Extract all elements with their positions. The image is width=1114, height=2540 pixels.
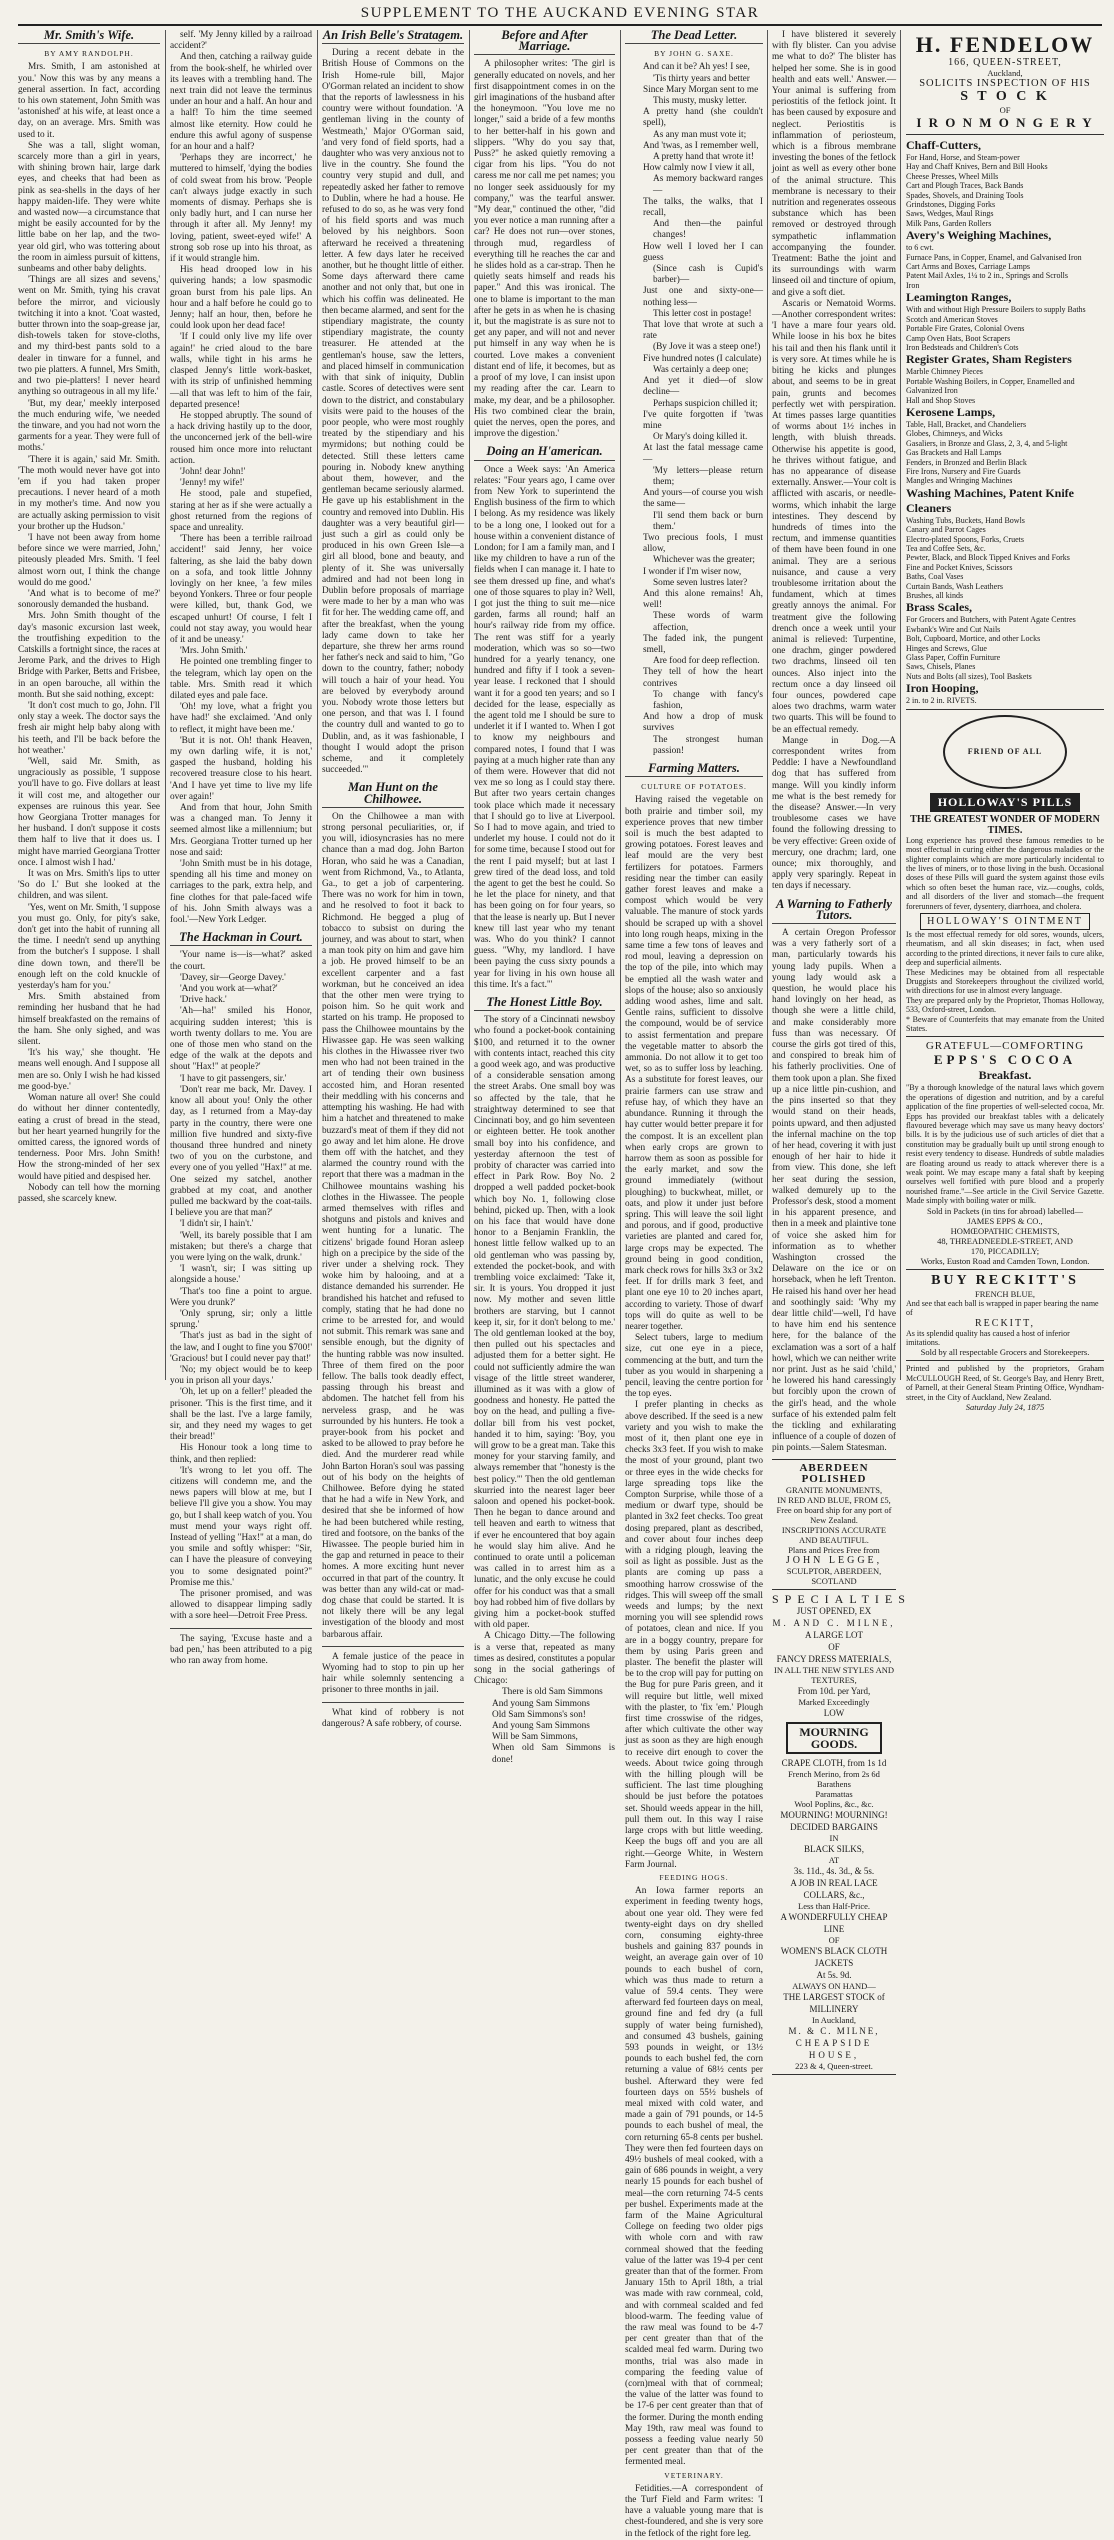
ad-item: Brushes, all kinds [906, 591, 964, 601]
ad-body: They are prepared only by the Proprietor, Thomas Holloway, 533, Oxford-street, London. [906, 995, 1104, 1015]
ad-ironmongery-list [906, 135, 1104, 709]
paragraph: 'But it is not. Oh! thank Heaven, my own darling wife, it is not,' gasped the husband, holding his recovered treasure close to his heart. 'And I have yet time to live my life over again!' [170, 735, 312, 802]
paragraph: 'I wasn't, sir; I was sitting up alongside a house.' [170, 1264, 312, 1286]
poem-line: Was certainly a deep one; [653, 364, 749, 375]
paragraph: Nobody can tell how the morning passed, she scarcely knew. [18, 1182, 160, 1204]
poem-line: And young Sam Simmons [492, 1698, 590, 1709]
paragraph: 'If I could only live my life over again!' he cried aloud to the bare walls, while tight in his arms he clasped Jenny's little work-basket, with its strip of unfinished hemming—all that was left to him of the fair, departed presence! [170, 332, 312, 410]
paragraph: 'It don't cost much to go, John. I'll only stay a week. The doctor says the fresh air might help baby along with his teeth, and I'll be back before the hot weather.' [18, 700, 160, 756]
poem-line: And can it be? Ah yes! I see, [643, 62, 750, 73]
ad-body: As its splendid quality has caused a host of inferior imitations. [906, 1328, 1070, 1347]
ad-line: Paramattas [815, 1789, 853, 1800]
poem-line: Whichever was the greater; [653, 555, 755, 566]
poem-chicago-ditty [474, 1687, 615, 1765]
poem-line: (By Jove it was a steep one!) [653, 342, 761, 353]
column-rule [900, 30, 901, 1380]
ad-body: * Beware of Counterfeits that may emanate from the United States. [906, 1014, 1104, 1033]
ad-line: 223 & 4, Queen-street. [795, 2061, 873, 2072]
printer-imprint [906, 1361, 1104, 1415]
paragraph: His head drooped low in his quivering hands; a low spasmodic groan burst from his pale lips. An hour and a half before he could go to Jenny; half an hour, then, before he could look upon her dead face! [170, 265, 312, 332]
paragraph: Select tubers, large to medium size, cut one eye in a piece, commencing at the butt, and turn the tuber as you would in sharpening a pencil, leaving the centre portion for the top eyes. [625, 1333, 763, 1400]
ad-line: Sold in Packets (in tins for abroad) labelled— [926, 1205, 1084, 1216]
poem-line: And 'twas, as I remember well, [643, 140, 759, 151]
paragraph: 'And what is to become of me?' sonorously demanded the husband. [18, 588, 160, 611]
ad-line: 3s. 11d., 4s. 3d., & 5s. [793, 1866, 875, 1877]
ad-line: Free on board ship for any port of New Zealand. [776, 1505, 892, 1525]
imprint-date: Saturday July 24, 1875 [965, 1401, 1045, 1412]
ad-line: THE LARGEST STOCK of MILLINERY [783, 1992, 885, 2015]
poem-line: As any man must vote it; [653, 129, 747, 140]
column-3 [322, 28, 464, 1729]
paragraph: 'Drive hack.' [180, 995, 227, 1006]
poem-byline: BY JOHN G. SAXE. [654, 49, 734, 59]
paragraph: Woman nature all over! She could do without her dinner contentedly, eating a crust of bread in the stead, but her heart yearned hungrily for the omitted caress, the ignored words of tenderness. Poor Mrs. John Smith! How the strong-minded of her sex would have pitied and despised her. [18, 1093, 160, 1182]
poem-line: The faded ink, the pungent smell, [643, 633, 763, 655]
ad-item: Grindstones, Digging Forks [906, 200, 996, 210]
poem-line: Since Mary Morgan sent to me [643, 84, 759, 95]
article-title-mr-smiths-wife: Mr. Smith's Wife. [18, 30, 160, 44]
paragraph: 'That's too fine a point to argue. Were you drunk?' [170, 1286, 312, 1308]
paragraph: The story of a Cincinnati newsboy who found a pocket-book containing $100, and returned it to the owner with contents intact, reached this city a good week ago, and was productive of a considerable sensation among the street Arabs. One small boy was so affected by the tale, that he straightway determined to see that Cincinnati boy, and go him seventeen or eighteen better. He took another small boy into his confidence, and yesterday afternoon the test of probity of character was carried into effect in Park Row. Boy No. 2 dropped a well padded pocket-book which boy No. 1, following close behind, picked up. Then, with a look on his face that would have done honor to a Benjamin Franklin, the honest little fellow walked up to an old gentleman who was passing by, extended the pocket-book, and with trembling voice exclaimed: 'Take it, sir. It is yours. You dropped it just now. My mother and seven little brothers are starving, but I cannot keep it, sir, for it don't belong to me.' The old gentleman looked at the boy, then pulled out his spectacles and adjusted them for a better sight. He could not sufficiently admire the wan visage of the little street wanderer, illumined as it was with a glow of goodness and honesty. He patted the boy on the head, and pulling a five-dollar bill from his vest pocket, handed it to him, saying: 'Boy, you will grow to be a great man. Take this money for your starving family, and always remember that "honesty is the best policy."' Then the old gentleman skurried into the nearest lager beer saloon and opened his pocket-book. Then he began to dance around and tell heaven and earth to witness that if ever he encountered that boy again he would slay him alive. And he continued to orate until a policeman was called in to arrest him as a lunatic, and the only excuse he could offer for his conduct was that a small boy had robbed him of five dollars by giving him a pocket-book stuffed with old paper. [474, 1015, 615, 1631]
paragraph: 'Davey, sir—George Davey.' [180, 972, 286, 983]
paragraph: 'And you work at—what?' [180, 984, 278, 995]
divider [322, 1646, 464, 1647]
paragraph: Mange in Dog.—A correspondent writes from Peddle: I have a Newfoundland dog that has suffered from mange. Will you kindly inform me what is the best remedy for the disease? Answer.—In very troublesome cases we have found the following dressing to be very effective: Green oxide of mercury, one drachm; lard, one ounce; mix thoroughly, and apply very sparingly. Repeat in ten days if necessary. [772, 735, 896, 892]
paragraph: 'There has been a terrible railroad accident!' said Jenny, her voice faltering, as she laid the baby down on a sofa, and took little Johnny lovingly on her knee, 'a few miles beyond Yonkers. Three or four people were killed, but, thank God, we escaped unhurt! Of course, I felt I could not stay away, you would hear of it and be uneasy.' [170, 534, 312, 645]
ad-line: JAMES EPPS & CO., [967, 1215, 1043, 1226]
poem-line: As memory backward ranges— [653, 174, 763, 196]
article-title-before-after-marriage: Before and After Marriage. [474, 30, 615, 55]
ad-item: Nuts and Bolts (all sizes), Tool Baskets [906, 671, 1032, 681]
ad-line: BLACK SILKS, [803, 1844, 864, 1855]
ad-line: Wool Poplins, &c., &c. [794, 1799, 874, 1810]
ad-line: Sold by all respectable Grocers and Storekeepers. [920, 1347, 1090, 1358]
ad-heading: Brass Scales, [906, 600, 972, 615]
paragraph: 'Mrs. John Smith.' [180, 646, 248, 657]
ad-item: Tea and Coffee Sets, &c. [906, 544, 986, 553]
paragraph: 'Perhaps they are incorrect,' he muttered to himself, 'dying the bodies of cold sweat from his brow. 'People can't always judge exactly in such moments of dismay. Perhaps she is only badly hurt, and I can nurse her through it after all. My Jenny! my loving, patient, sweet-eyed wife!' A strong sob rose up into his throat, as if it would strangle him. [170, 153, 312, 265]
article-subtitle: CULTURE OF POTATOES. [641, 782, 747, 792]
ad-item: Portable Washing Boilers, in Copper, Enamelled and Galvanized Iron [906, 376, 1075, 396]
ad-item: Globes, Chimneys, and Wicks [906, 429, 1003, 439]
paragraph: Mrs. John Smith thought of the day's masonic excursion last week, the troutfishing expedition to the Catskills a fortnight since, the races at Jerome Park, and the drives to High Bridge with Parker, Betts and Frisbee, in an open barouche, all within the month. But she said nothing, except: [18, 611, 160, 700]
ad-item: Glass Paper, Coffin Furniture [906, 653, 1001, 663]
divider [322, 1702, 464, 1703]
paragraph: 'I didn't sir, I hain't.' [180, 1219, 254, 1230]
ad-item: For Grocers and Butchers, with Patent Agate Centres [906, 615, 1076, 625]
column-rule [767, 30, 768, 1380]
column-2 [170, 30, 312, 1667]
ad-item: Mangles and Wringing Machines [906, 476, 1013, 486]
ad-line: 170, PICCADILLY; [970, 1245, 1040, 1256]
ad-heading: Breakfast. [978, 1068, 1032, 1083]
ad-line: OF [828, 1935, 840, 1946]
paragraph: Ascaris or Nematoid Worms.—Another correspondent writes: 'I have a mare four years old. While loose in his box he bites his tail and then his flank until it is very sore. At times while he is biting he kicks and plunges about, and seems to be in great pain, grunts and becomes perfectly wet with perspiration. At times passes large quantities of worms about 1½ inches in length, with bluish threads. Otherwise his appetite is good, he thrives without fatigue, and has no appearance of disease externally. Answer.—Your colt is afflicted with ascaris, or needle-worms, which inhabit the large intestines. They descend by hundreds of times into the rectum, and immense quantities of them have been found in one animal. They are a serious nuisance, and cause a very troublesome irritation about the fundament, which at times greatly annoys the animal. For treatment give the following drench once a week until your animal is relieved: Turpentine, one drachm, ginger powdered two drachms, linseed oil ten ounces. Also inject into the rectum once a day linseed oil four ounces, powdered cape aloes two drachms, warm water two quarts. This will be found to be an effectual remedy. [772, 298, 896, 735]
poem-line: Perhaps suspicion chilled it; [653, 398, 758, 409]
ad-line: MOURNING! MOURNING! [780, 1810, 888, 1821]
column-rule [317, 30, 318, 1380]
ad-item: Cart and Plough Traces, Back Bands [906, 181, 1024, 191]
poem-line: Just one and sixty-one—nothing less— [643, 286, 763, 308]
paragraph: 'I have not been away from home before since we were married, John,' piteously pleaded Mrs. Smith. 'I feel almost worn out, I think the change would do me good.' [18, 532, 160, 588]
paragraph: 'Things are all sizes and sevens,' went on Mr. Smith, tying his cravat before the mirror, and viciously twitching it into a knot. 'Coat wasted, butter thrown into the soap-grease jar, dish-towels taken for stove-cloths, and my third-best pants sold to a dealer in tinware for a funnel, and two pie platters. A funnel, Mrs Smith, and two pie-platters! I never heard anything so outrageous in all my life.' [18, 275, 160, 398]
ad-line: Auckland, [987, 68, 1023, 78]
masthead-title: SUPPLEMENT TO THE AUCKAND EVENING STAR [360, 5, 760, 21]
ad-line: In Auckland, [812, 2015, 856, 2026]
poem-line: Two precious fools, I must allow, [643, 532, 763, 555]
ad-line: Works, Euston Road and Camden Town, London. [920, 1255, 1090, 1266]
poem-line: How well I loved her I can guess [643, 241, 763, 263]
ad-line: A WONDERFULLY CHEAP LINE [780, 1912, 888, 1935]
paragraph: 'John Smith must be in his dotage, spending all his time and money on carriages to the park, extra help, and fine clothes for that pale-faced wife of his. John Smith always was a fool.'—New York Ledger. [170, 859, 312, 926]
ad-line: Barathens [817, 1779, 851, 1790]
poem-line: And how a drop of musk survives [643, 712, 763, 734]
ad-line: M. AND C. MILNE, [772, 1618, 896, 1629]
paragraph: His Honour took a long time to think, and then replied: [170, 1443, 312, 1465]
paragraph: 'Oh! my love, what a fright you have had!' she exclaimed. 'And only to reflect, it might have been me.' [170, 702, 312, 735]
paragraph: 'It's wrong to let you off. The citizens will condemn me, and the news papers will blow at me, but I believe I'll give you a show. You may go, but I shall keep watch of you. You must mend your ways right off. Instead of yelling "Hax!" at a man, do you smile and softly whisper: "Sir, can I have the pleasure of conveying you to some designated point?" Promise me this.' [170, 1465, 312, 1588]
paragraph: During a recent debate in the British House of Commons on the Irish Home-rule bill, Major O'Gorman related an incident to show that the reports of lawlessness in his country were without foundation. 'A gentleman living in the county of Westmeath,' Major O'Gorman said, 'and very fond of field sports, had a daughter who was very anxious not to live in the country. She found the country very stupid and dull, and repeatedly asked her father to remove to Dublin, where he had a house. He refused to do so, as he was very fond of his field sports and was much beloved by his neighbors. Soon afterward he received a threatening letter. A few days later he received another, but he thought little of either. Some days afterward there came another and not only that, but one in which his coffin was delineated. He then became alarmed, and sent for the stipendiary magistrate, the county stipendiary magistrate, the county treasurer. He attended at the gentleman's house, saw the letters, and placed himself in communication with that sink of iniquity, Dublin castle. Scores of detectives were sent down to the district, and constabulary visits were paid to the houses of the poor people, who were most roughly treated by the stipendiary and his myrmidons; but nothing could be detected. Still these letters came pouring in. Nobody knew anything about them, however, and the gentleman became seriously alarmed. He gave up his establishment in the country and removed into Dublin. His daughter was a very beautiful girl—just such a girl as could only be produced in his own Green Isle—a girl all blood, bone and beauty, and plenty of it. She was universally admired and had not been long in Dublin before proposals of marriage were made to her by a man who was fit for her. The wedding came off, and after the breakfast, when the young lady came down to take her departure, she threw her arms round her father's neck and said to him, "Go down to the country, father; nobody will touch a hair of your head. You are beloved by everybody around you. Nobody wrote those letters but one person, and that was I. I found the country dull and wanted to go to Dublin, and, as it was fashionable, I thought I would adopt the prison scheme, and it completely succeeded."' [322, 48, 464, 776]
ad-line: I R O N M O N G E R Y [916, 115, 1094, 130]
ad-body: Long experience has proved these famous remedies to be most effectual in curing either the dangerous maladies or the slighter complaints which are more particularly incidental to the lives of miners, or to those living in the bush. Occasional doses of these Pills will guard the system against those evils which so often beset the human race, viz.—coughs, colds, and all disorders of the liver and stomach—the frequent forerunners of fever, dysentery, diarrhoea, and cholera. [906, 835, 1104, 911]
ad-item: Bolt, Cupboard, Mortice, and other Locks [906, 634, 1041, 644]
poem-line: Or Mary's doing killed it. [653, 432, 748, 443]
paragraph: self. 'My Jenny killed by a railroad accident?' [170, 30, 312, 52]
ad-item: Fire Irons, Nursery and Fire Guards [906, 466, 1021, 476]
ad-item: Milk Pans, Garden Rollers [906, 218, 992, 228]
article-title-farming-matters: Farming Matters. [625, 763, 763, 777]
poem-line: They tell of how the heart contrives [643, 667, 763, 689]
ad-line: A JOB IN REAL LACE COLLARS, &c., [790, 1878, 878, 1901]
ad-item: Patent Mail Axles, 1¼ to 2 in., Springs and Scrolls [906, 271, 1068, 281]
ad-item: Fine and Pocket Knives, Scissors [906, 562, 1013, 572]
ad-line: French Merino, from 2s 6d [788, 1769, 880, 1780]
ad-item: Marble Chimney Pieces [906, 367, 983, 377]
ad-line: DECIDED BARGAINS [790, 1822, 878, 1833]
paragraph: A philosopher writes: 'The girl is generally educated on novels, and her first disappointment comes in on the girl imaginations of the husband after the honeymoon. "You love me no longer," said a bride of a few months to her better-half in his gown and slippers. "Why do you say that, Puss?" he asked quietly removing a cigar from his lips. "You do not caress me nor call me pet names; you no longer seek assiduously for my company," was the tearful answer. "My dear," continued the other, "did you ever notice a man running after a car? He does not run—over stones, through mud, regardless of everything till he reaches the car and he slides hold as a car-strap. Then he quietly seats himself and reads his paper." And this was ironical. The one to blame is important to the man after he gets in as when he is chasing it, but the magistrate is as sure not to get any paper, and will not and never put himself in any way when he is courted. Love makes a convenient distant end of life, it becomes, but as a proof of my love, I can insist upon my reading after the car. Learn to make, my dear, and be a philosopher. His two combined clear the brain, quiet the nerves, open the pores, and improve the digestion.' [474, 59, 615, 440]
ad-holloway [906, 709, 1104, 1038]
ad-item: Hall and Shop Stoves [906, 395, 976, 405]
poem-line: The strongest human passion! [653, 734, 763, 756]
article-title-honest-little-boy: The Honest Little Boy. [474, 997, 615, 1011]
article-title-man-hunt: Man Hunt on the Chilhowee. [322, 782, 464, 807]
ad-item: to 6 cwt. [906, 243, 934, 253]
ad-item: Furnace Pans, in Copper, Enamel, and Galvanised Iron [906, 252, 1082, 262]
ad-line: IN [829, 1833, 839, 1844]
article-title-doing-an-american: Doing an H'american. [474, 446, 615, 460]
ad-item: Curtain Bands, Wash Leathers [906, 581, 1003, 591]
ad-item: Iron Bedsteads and Children's Cots [906, 342, 1019, 352]
paragraph: I prefer planting in checks as above described. If the seed is a new variety and you wish to make the most of it, then plant one eye in checks 3x3 feet. If you wish to make the most of your ground, plant two or three eyes in the wide checks for large spreading tops like the Compton Surprise, while those of a medium or dwarf type, should be planted in 3x2 feet checks. Too great dosing prepared, plant as described, and cover about four inches deep with a ridging plough, leaving the soil as light as possible. Just as the plants are coming up pass a smoothing harrow crosswise of the ridges. This will sweep off the small weeds and lumps; by the next morning you will see splendid rows of potatoes, clean and nice. If you are in a boggy country, prepare for them by using Paris green and plaster. The benefit the plaster will be to the crop will pay for putting on the Bug for pure Paris green, and it will require but little, well mixed with the plaster, to 'fix 'em.' Plough first time crosswise of the ridges, after which cultivate the other way just as soon as they are high enough to receive dirt enough to cover the weeds. About twice going through with the hilling plough will be sufficient. The last time ploughing should be just before the potatoes set. Should weeds appear in the hill, pull them out. In this way I raise large crops with but little weeding. Keep the bugs off and you are all right.—George White, in Western Farm Journal. [625, 1400, 763, 1870]
ad-item: Camp Oven Hats, Boot Scrapers [906, 333, 1011, 343]
ad-line: WOMEN'S BLACK CLOTH JACKETS [780, 1946, 888, 1969]
ad-item: Gasaliers, in Bronze and Glass, 2, 3, 4, and 5-light [906, 438, 1068, 448]
paragraph: What kind of robbery is not dangerous? A safe robbery, of course. [322, 1707, 464, 1729]
poem-line: This musty, musky letter. [653, 96, 747, 107]
ad-heading: Leamington Ranges, [906, 290, 1012, 305]
ad-item: Electro-plated Spoons, Forks, Cruets [906, 534, 1024, 544]
ad-line: FRENCH BLUE, [975, 1288, 1035, 1299]
paragraph: 'It's his way,' she thought. 'He means well enough. And I suppose all men are so. Only I wish he had kissed me good-bye.' [18, 1048, 160, 1092]
ad-heading: Avery's Weighing Machines, [906, 228, 1052, 243]
ad-reckitt [906, 1270, 1104, 1362]
paragraph: Fetidities.—A correspondent of the Turf Field and Farm writes: 'I have a valuable young mare that is chest-foundered, and she is very sore in the fetlock of the right fore leg. [625, 2483, 763, 2539]
article-title-hackman-in-court: The Hackman in Court. [170, 932, 312, 946]
poem-line: At last the fatal message came— [643, 443, 763, 465]
ad-item: Spades, Shovels, and Draining Tools [906, 190, 1024, 200]
seal-text: FRIEND OF ALL [967, 747, 1043, 757]
ad-line: OF [828, 1642, 840, 1653]
paragraph: I have blistered it severely with fly blister. Can you advise me what to do?' The blister has helped her some. She is in good health and eats well.' Answer.—Your animal is suffering from periostitis of the fetlock joint. It has been caused by exposure and neglect. Periostitis is inflammation of periosteum, which is a fibrous membrane investing the bones of the fetlock joint as well as every other bone of the animal structure. This membrane is necessary to their nutrition and regenerates osseous substance which has been removed or destroyed through sympathetic inflammation accompanying the founder. Treatment: Bathe the joint and its surroundings with warm linseed oil and tincture of opium, and give a soft diet. [772, 30, 896, 298]
ad-line: 48, THREADNEEDLE-STREET, AND [937, 1235, 1073, 1246]
column-1 [18, 30, 160, 1380]
poem-line: A pretty hand that wrote it! [653, 152, 754, 163]
poem-line: I've quite forgotten if 'twas mine [643, 409, 763, 431]
ad-item: Canary and Parrot Cages [906, 525, 986, 535]
ad-item: Gas Brackets and Hall Lamps [906, 448, 1002, 458]
ad-milne-specialties [772, 1590, 911, 2075]
paragraph: Mrs. Smith abstained from reminding her husband that he had himself breakfasted on the remains of the ham. She only sighed, and was silent. [18, 992, 160, 1048]
column-rule [469, 30, 470, 1380]
article-subtitle: VETERINARY. [664, 2470, 724, 2480]
poem-line: Five hundred notes (I calculate) [643, 353, 762, 364]
column-rule [620, 30, 621, 1380]
poem-line: How calmly now I view it all, [643, 163, 755, 174]
poem-line: 'Tis thirty years and better [653, 73, 750, 84]
paragraph: A Chicago Ditty.—The following is a verse that, repeated as many times as desired, constitutes a popular song in the social gatherings of Chicago: [474, 1631, 615, 1687]
ad-heading: Kerosene Lamps, [906, 404, 996, 419]
ad-item: Hay and Chaff Knives, Bern and Bill Hooks [906, 162, 1048, 172]
ad-body: And see that each ball is wrapped in paper bearing the name of [906, 1298, 1099, 1318]
ad-line: AT [828, 1855, 840, 1866]
poem-line: (Since cash is Cupid's barber)— [653, 264, 763, 286]
ad-heading: Iron Hooping, [906, 681, 979, 696]
poem-line: The talks, the walks, that I recall, [643, 196, 763, 219]
ad-item: Washing Tubs, Buckets, Hand Bowls [906, 515, 1025, 525]
poem-line: To change with fancy's fashion, [653, 689, 763, 711]
paragraph: 'There it is again,' said Mr. Smith. 'The moth would never have got into 'em if you had taken proper precautions. I never heard of a moth in my mother's time. And now you are actually asking permission to visit your brother up the Hudson.' [18, 454, 160, 532]
ad-epps-cocoa [906, 1037, 1104, 1269]
ad-line: SPECIALTIES [772, 1592, 911, 1607]
ad-item: With and without High Pressure Boilers to supply Baths [906, 305, 1086, 315]
poem-line: This letter cost in postage! [653, 308, 752, 319]
ad-item: Cart Arms and Boxes, Carriage Lamps [906, 262, 1030, 272]
ad-line: Marked Exceedingly [798, 1697, 870, 1708]
ad-line: Less than Half-Price. [798, 1901, 870, 1912]
ad-line: SOLICITS INSPECTION OF HIS [919, 78, 1091, 89]
ad-aberdeen-granite [772, 1459, 896, 1591]
holloway-seal-icon [943, 715, 1067, 789]
ad-heading: Register Grates, Sham Registers [906, 352, 1072, 367]
ad-item: Ewbank's Wire and Cut Nails [906, 624, 1001, 634]
article-title-irish-belle: An Irish Belle's Stratagem. [322, 30, 464, 44]
ad-line: THE GREATEST WONDER OF MODERN TIMES. [910, 813, 1100, 836]
ad-line: S T O C K [960, 89, 1050, 104]
ad-brand: HOLLOWAY'S OINTMENT [920, 913, 1090, 930]
ad-brand: BUY RECKITT'S [931, 1272, 1079, 1288]
ad-line: IN ALL THE NEW STYLES AND TEXTURES, [773, 1665, 895, 1686]
poem-line: And then—the painful changes! [653, 219, 763, 241]
paragraph: The saying, 'Excuse haste and a bad pen,' has been attributed to a pig who ran away from home. [170, 1633, 312, 1667]
ad-line: ALWAYS ON HAND— [792, 1981, 876, 1992]
ad-item: Scotch and American Stoves [906, 314, 998, 324]
ad-line: JOHN LEGGE, [785, 1555, 883, 1566]
paragraph: A female justice of the peace in Wyoming had to stop to pin up her hair while solemnly sentencing a prisoner to three months in jail. [322, 1651, 464, 1696]
ad-line: From 10d. per Yard, [797, 1686, 871, 1697]
paragraph: She was a tall, slight woman, scarcely more than a girl in years, with shining brown hair, large dark eyes, and cheeks that had been as pink as sea-shells in the days of her happy maiden-life. They were white and wasted now—a circumstance that might be easily accounted for by the little babe on her lap, and the two-year old girl, who was tottering about the room in aimless pursuit of kittens, sunbeams and other baby delights. [18, 140, 160, 275]
poem-line: 'My letters—please return them; [653, 465, 763, 487]
ad-item: Table, Hall, Bracket, and Chandeliers [906, 419, 1027, 429]
paragraph: Having raised the vegetable on both prairie and timber soil, my experience proves that new timber soil is much the best adapted to growing potatoes. Forest leaves and leaf mould are the very best fertilizers for potatoes. Farmers residing near the timber can easily gather forest leaves and make a compost which would be very valuable. The manure of stock yards should be scraped up with a shovel into long rough heaps, mixing in the same time a few tons of leaves and rod moul, leaving a depression on the top of the pile, into which may be emptied all the wash water and slops of the house; also so anxiously adding wood ashes, lime and salt. Gentle rains, sufficient to dissolve the compound, would be of service to assist fermentation and prepare the vegetable matter to absorb the ammonia. Do not allow it to get too wet, so as to suffer loss by leaching. As a substitute for forest leaves, our prairie farmers can use straw and refuse hay, of which they have an abundance. Running it through the hay cutter would better prepare it for the compost. It is an excellent plan when early crops are grown to harrow them as soon as possible for the early market, and sow the ground immediately (without ploughing) to buckwheat, millet, or oats, and plow it under just before spring. This will leave the soil light and porous, and if good, productive varieties are planted and cared for, large crops may be expected. The ground being in good condition, mark check rows for hills 3x3 or 3x2 feet. If for drills mark 3 feet, and plant one eye 10 to 20 inches apart, according to variety. Those of dwarf tops will do quite as well to be nearer together. [625, 795, 763, 1332]
ad-heading: Washing Machines, Patent Knife Cleaners [906, 485, 1075, 515]
column-4 [474, 28, 615, 1765]
ad-line: LOW [823, 1708, 845, 1719]
ad-body: These Medicines may be obtained from all respectable Druggists and Storekeepers throughout the civilized world, with directions for use in almost every language. [906, 967, 1104, 996]
poem-line: And this alone remains! Ah, well! [643, 588, 763, 611]
poem-line: A pretty hand (she couldn't spell), [643, 107, 763, 129]
paragraph: He pointed one trembling finger to the telegram, which lay open on the table. Mrs. Smith read it which dilated eyes and pale face. [170, 657, 312, 701]
poem-line: Will be Sam Simmons, [492, 1732, 578, 1743]
paragraph: 'Well, its barely possible that I am mistaken; but there's a charge that you were lying on the walk, drunk.' [170, 1230, 312, 1263]
poem-line: Are food for deep reflection. [653, 656, 760, 667]
poem-title-dead-letter: The Dead Letter. [625, 30, 763, 44]
paragraph: An Iowa farmer reports an experiment in feeding twenty hogs, about one year old. They were fed twenty-eight days on dry shelled corn, consuming eighty-three bushels and gaining 837 pounds in weight, an average gain over of 10 pounds to each bushel of corn, which was thus made to return a value of 59.4 cents. They were afterward fed fourteen days on meal, ground fine and fed dry (a full supply of water being furnished), and consumed 43 bushels, gaining 593 pounds in weight, or 13½ pounds to each bushel fed, the corn returning a value of 68½ cents per bushel. Afterward they were fed fourteen days on 55½ bushels of meal mixed with cold water, and made a gain of 791 pounds, or 14-5 pounds to each bushel of meal, the corn returning 65-8 cents per bushel. They were then fed fourteen days on 49½ bushels of meal cooked, with a gain of 686 pounds in weight, a very nearly 15 pounds for each bushel of meal—the corn returning 74-5 cents per bushel. Experiments made at the farm of the Maine Agricultural College on feeding two older pigs with whole corn and with raw cornmeal showed that the feeding value of the latter was 19-4 per cent greater than that of the former. From January 15th to April 18th, a trial was made with raw cornmeal, cold, and with cornmeal scalded and fed blood-warm. The feeding value of the raw meal was found to be 4-7 per cent greater than that of the scalded meal fed warm. During two months, trial was also made in comparing the feeding value of (corn)meal with that of cornmeal; the value of the latter was found to be 17-6 per cent greater than that of the former. During the month ending May 19th, raw meal was found to possess a feeding value nearly 50 per cent greater than that of the fermented meal. [625, 1886, 763, 2468]
ad-item: Saws, Wedges, Maul Rings [906, 209, 994, 219]
ad-line: GRANITE MONUMENTS, [785, 1485, 883, 1495]
poem-line: Some seven lustres later? [653, 577, 748, 588]
poem-line: Old Sam Simmons's son! [492, 1709, 586, 1720]
paragraph: 'Yes, went on Mr. Smith, 'I suppose you must go. Only, for pity's sake, don't get into the habit of running all the time. I needn't send up anything from the butcher's I suppose. I shall dine down town, and there'll be enough left on the cold knuckle of yesterday's ham for you.' [18, 902, 160, 992]
paragraph: Once a Week says: 'An America relates: "Four years ago, I came over from New York to superintend the English business of the firm to which I belong. As my residence was likely to be a long one, I looked out for a house within a convenient distance of London; for I am a family man, and I like my children to have a run of the fields when I can manage it. I hate to see them dressed up fine, and what's one of those squares to play in? Well, I got just the thing to suit me—nice garden, farms all round; half an hour's railway ride from my office. The rent was stiff for a yearly moderation, which was so so—two hundred for a yearly tenancy, one hundred and fifty if I took a seven-year lease. I reckoned that I should want it for a good ten years; and so I decided for the lease, especially as the agent told me I should be sure to underlet it if I wanted to. When I got to know my neighbours and compared notes, I found that I was paying at a much higher rate than any of them were. However that did not vex me so long as I could stay there. But after two years certain changes took place which made it necessary that I should go to live at Liverpool. So I had to move again, and tried to underlet my house. I could not do it for some time, because I stood out for the rent I paid myself; but at last I grew tired of the dead loss, and told the agent to get the best he could. So he let the place for ninety, and that has been going on for four years, so that the lease is nearly up. But I never knew till last year who my tenant was. Who do you think? I cannot guess. "Why, my landlord. I have been paying the cuss sixty pounds a year for living in his own house all this time. It's a fact."' [474, 464, 615, 990]
ad-line: M. & C. MILNE, [788, 2026, 880, 2037]
divider [170, 1628, 312, 1629]
ad-line: INSCRIPTIONS ACCURATE AND BEAUTIFUL. [781, 1525, 887, 1545]
paragraph: 'Ah—ha!' smiled his Honor, acquiring sudden interest; 'this is worth twenty dollars to me. You are one of those men who stand on the edge of the walk at the depots and shout "Hax!" at people?' [170, 1006, 312, 1073]
ad-item: Iron [906, 280, 920, 290]
paragraph: 'Your name is—is—what?' asked the court. [170, 950, 312, 972]
paragraph: He stopped abruptly. The sound of a hack driving hastily up to the door, the unconcerned jerk of the bell-wire roused him once more into reluctant action. [170, 410, 312, 466]
article-subtitle: FEEDING HOGS. [659, 1872, 729, 1882]
poem-line: That love that wrote at such a rate [643, 320, 763, 342]
ad-line: FANCY DRESS MATERIALS, [776, 1654, 892, 1665]
paragraph: A certain Oregon Professor was a very fatherly sort of a man, particularly towards his young lady pupils. When a young lady would ask a question, he would place his hand lovingly on her head, as though she were a little child, and make considerably more fuss than was necessary. Of course the girls got tired of this, and conspired to break him of his fatherly proclivities. One of them took upon a plan. She fixed up a nice little pin-cushion, and the pins inserted so that they would stand on their heads, points upward, and then adjusted the infernal machine on the top of her head, covering it with just enough of her hair to hide it from view. This done, she left her seat during the session, walked demurely up to the Professor's desk, stood a moment in his apparent presence, and then in a meek and plaintive tone of voice she asked him for information as to whether Washington crossed the Delaware on the ice or on horseback, when he left Trenton. He raised his hand over her head and soothingly said: 'Why my dear little child'—well, I'd have to have him end his sentence here, for the balance of the exclamation was a sort of a half howl, which we can neither write nor print. Just as he said 'child,' he lowered his hand caressingly but forcibly upon the crown of the girl's head, and the whole surface of his extended palm felt the tickling and exhilarating influence of a couple of dozen of pin points.—Salem Statesman. [772, 928, 896, 1454]
masthead [18, 4, 1102, 26]
paragraph: 'Jenny! my wife!' [180, 478, 245, 489]
paragraph: 'Only sprung, sir; only a little sprung.' [170, 1308, 312, 1331]
ad-item: Pewter, Black, and Block Tipped Knives and Forks [906, 553, 1070, 563]
paragraph: 'Oh, let up on a feller!' pleaded the prisoner. 'This is the first time, and it shall be the last. I've a large family, sir, and they need my wages to get their bread!' [170, 1387, 312, 1443]
ad-line: ABERDEEN POLISHED [799, 1461, 869, 1485]
ad-heading: Chaff-Cutters, [906, 138, 981, 152]
paragraph: And from that hour, John Smith was a changed man. To Jenny it seemed almost like a millennium; but Mrs. Georgiana Trotter turned up her nose and said: [170, 803, 312, 858]
ad-brand: HOLLOWAY'S PILLS [930, 793, 1081, 812]
ad-item: Saws, Chisels, Planes [906, 662, 976, 672]
paragraph: The prisoner promised, and was allowed to disappear limping sadly with a sore heel—Detroit Free Press. [170, 1589, 312, 1622]
ad-line: JUST OPENED, EX [796, 1606, 872, 1617]
ad-line: IN RED AND BLUE, FROM £5, [777, 1495, 891, 1505]
ad-brand: H. FENDELOW [915, 32, 1095, 57]
column-6 [772, 30, 911, 2072]
paragraph: 'No; my object would be to keep you in prison all your days.' [170, 1364, 312, 1387]
poem-line: These words of warm affection, [653, 611, 763, 633]
imprint-body: Printed and published by the proprietors, Graham McCULLOUGH Reed, of St. George's Bay, and Henry Brett, of Parnell, at their General Steam Printing Office, Wyndham-street, in the City of Auckland, New Zealand. [906, 1364, 1104, 1402]
paragraph: On the Chilhowee a man with strong personal peculiarities, or, if you will, idiosyncrasies has no mere chance than a mad dog. John Barton Horan, who said he was a Canadian, went from Richmond, Va., to Atlanta, Ga., to get a job of carpentering. There was no work for him in town, and he resolved to foot it back to Richmond. He begged a plug of tobacco to subsist on during the journey, and was about to start, when a man took pity on him and gave him a job. He proved himself to be an excellent carpenter and a fast workman, but he conceived an idea that the other men were trying to poison him. So he quit work and started on his tramp. He proposed to pass the Chilhowee mountains by the Hiwassee gap. He was seen walking his clothes in the Hiwassee river two men who had not been trained in the art of tending their own business accosted him, and Horan resented their meddling with his concerns and attempting his washing. He had with him a hatchet and threatened to make buzzard's meat of them if they did not go away and let him alone. He drove them off with the hatchet, and they alarmed the country round with the report that there was a madman in the Chilhowee mountains washing his clothes in the Hiwassee. The people armed themselves with rifles and shotguns and pistols and knives and went hunting for a lunatic. The citizens' brigade found Horan asleep high on a precipice by the side of the river under a shelving rock. They woke him by halooing, and at a distance demanded his surrender. He brandished his hatchet and refused to comply, stating that he had done no crime to be arrested for, and would not submit. This remark was sane and sensible enough, but the dignity of the hunting rabble was now insulted. Three of them fired on the poor fellow. The balls took deadly effect, passing through his breast and abdomen. The hatchet fell from his nerveless grasp, and he was surrounded by his hunters. He took a prayer-book from his pocket and asked to be allowed to pray before he died. And the murderer read while John Barton Horan's soul was passing out of his body on the heights of Chilhowee. Before dying he stated that he had a wife in New York, and desired that she be informed of how he had been butchered while resting, tired and footsore, on the banks of the Hiwassee. The people buried him in the gap and returned in peace to their homes. A more exciting hunt never occurred in that part of the country. It was better than any wild-cat or mad-dog chase that could be started. It is not likely there will be any legal investigation of the bloody and most barbarous affair. [322, 811, 464, 1640]
paragraph: And then, catching a railway guide from the book-shelf, he whirled over its leaves with a trembling hand. The next train did not leave the terminus under an hour and a half. An hour and a half! To him the time seemed almost like eternity. How could he endure this awful agony of suspense for an hour and a half? [170, 52, 312, 153]
paragraph: He stood, pale and stupefied, staring at her as if she were actually a ghost returned from the regions of space and unreality. [170, 489, 312, 533]
ad-brand: EPPS'S COCOA [933, 1052, 1077, 1068]
poem-line: When old Sam Simmons is done! [492, 1743, 615, 1765]
ad-fendelow [906, 30, 1104, 135]
poem-line: I wonder if I'm wiser now, [643, 566, 742, 577]
poem-line: And young Sam Simmons [492, 1721, 590, 1732]
paragraph: 'That's just as bad in the sight of the law, and I ought to fine you $700!' 'Gracious! but I could never pay that!' [170, 1331, 312, 1364]
ad-line: CHEAPSIDE HOUSE, [795, 2038, 873, 2061]
paragraph: 'I have to git passengers, sir.' [180, 1073, 287, 1084]
ad-item: For Hand, Horse, and Steam-power [906, 153, 1020, 162]
paragraph: 'But, my dear,' meekly interposed the much enduring wife, 'we needed the tinware, and you had not worn the garments for a year. They were full of moths.' [18, 398, 160, 454]
ad-line: Plans and Prices Free from [788, 1545, 880, 1555]
ad-line: GRATEFUL—COMFORTING [925, 1040, 1085, 1053]
article-title-warning-fatherly-tutors: A Warning to Fatherly Tutors. [772, 899, 896, 924]
paragraph: Mrs. Smith, I am astonished at you.' Now this was by any means a general assertion. In fact, according to his own statement, John Smith was 'astonished' at his wife, at least once a day, on an average. Mrs. Smith was used to it. [18, 62, 160, 140]
ad-body: "By a thorough knowledge of the natural laws which govern the operations of digestion and nutrition, and by a careful application of the fine properties of well-selected cocoa, Mr. Epps has provided our breakfast tables with a delicately flavoured beverage which may save us many heavy doctors' bills. It is by the judicious use of such articles of diet that a constitution may be gradually built up until strong enough to resist every tendency to disease. Hundreds of subtle maladies are floating around us ready to attack wherever there is a weak point. We may escape many a fatal shaft by keeping ourselves well fortified with pure blood and a properly nourished frame."—See article in the Civil Service Gazette. Made simply with boiling water or milk. [906, 1083, 1104, 1206]
ad-item: Fenders, in Bronzed and Berlin Black [906, 457, 1027, 467]
advertisements-column [906, 30, 1104, 1412]
poem-line: I'll send them back or burn them.' [653, 510, 763, 532]
ad-item: Portable Fire Grates, Colonial Ovens [906, 324, 1025, 334]
ad-item: Baths, Coal Vases [906, 572, 964, 582]
ad-item: Hinges and Screws, Glue [906, 643, 987, 653]
poem-line: There is old Sam Simmons [502, 1687, 603, 1698]
poem-dead-letter [625, 62, 763, 757]
ad-line: RECKITT, [975, 1317, 1035, 1329]
poem-line: And yet it died—of slow decline— [643, 376, 763, 398]
paragraph: 'Don't rear me back, Mr. Davey. I know all about you! Only the other day, as I returned from a May-day party in the country, there were one million five hundred and sixty-five thousand three hundred and ninety two of you on the curbstone, and every one of you yelled "Hax!" at me. One seized my satchel, another grabbed at my coat, and another pulled me backward by the coat-tails. I believe you are that man?' [170, 1084, 312, 1219]
ad-item: Cheese Presses, Wheel Mills [906, 171, 999, 181]
ad-body: Is the most effectual remedy for old sores, wounds, ulcers, rheumatism, and all skin diseases; in fact, when used according to the printed directions, it never fails to cure alike, deep and superficial ailments. [906, 929, 1104, 968]
ad-line: CRAPE CLOTH, from 1s 1d [781, 1758, 887, 1769]
poem-line: And yours—of course you wish the same— [643, 488, 763, 510]
column-5 [625, 28, 763, 2539]
paragraph: 'John! dear John!' [180, 466, 246, 477]
paragraph: 'Well, said Mr. Smith, as ungraciously as possible, 'I suppose you'll have to go. Five dollars at least it will cost me, and altogether our expenses are ruinous this year. See how Georgiana Trotter manages for her husband. I don't suppose it costs them half to live that it does us. I might have married Georgiana Trotter once. I almost wish I had.' [18, 757, 160, 868]
ad-line: At 5s. 9d. [816, 1970, 852, 1981]
ad-line: A LARGE LOT [805, 1630, 863, 1641]
ad-line: MOURNING GOODS. [786, 1722, 882, 1754]
article-byline: BY AMY RANDOLPH. [44, 49, 134, 59]
ad-line: HOMŒOPATHIC CHEMISTS, [950, 1225, 1060, 1236]
paragraph: It was on Mrs. Smith's lips to utter 'So do I.' But she looked at the children, and was silent. [18, 869, 160, 902]
ad-line: SCULPTOR, ABERDEEN, SCOTLAND [786, 1566, 882, 1587]
ad-item: 2 in. to 2 in. RIVETS. [906, 696, 977, 706]
ad-line: OF [999, 105, 1011, 115]
column-rule [165, 30, 166, 1380]
ad-line: 166, QUEEN-STREET, [948, 57, 1062, 68]
